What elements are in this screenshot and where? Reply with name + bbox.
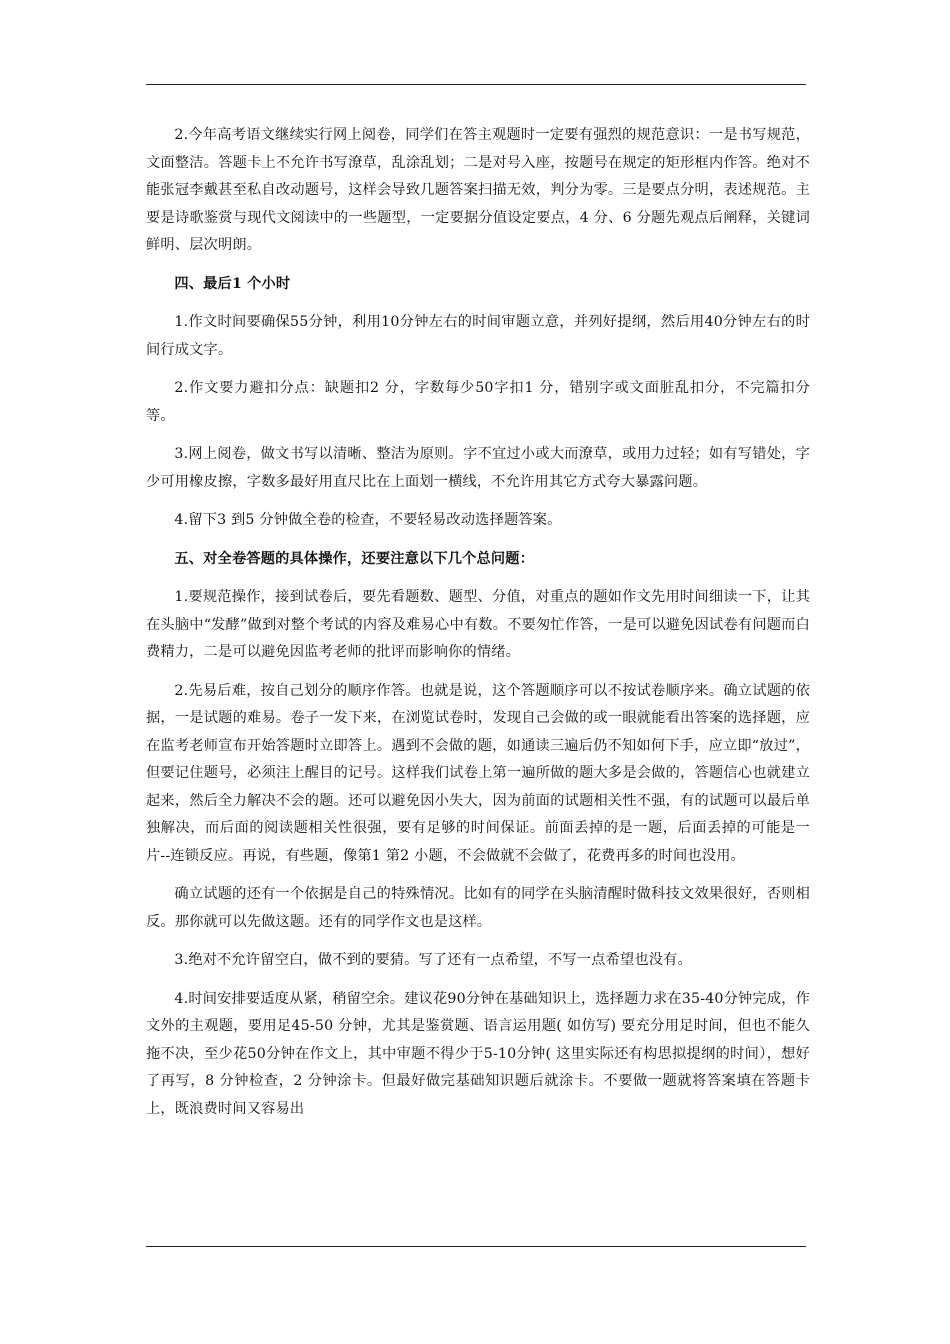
document-body [146,122,810,1123]
paragraph-final-check: 4.留下3 到5 分钟做全卷的检查，不要轻易改动选择题答案。 [174,512,562,528]
section-heading-last-hour: 四、最后1 个小时 [174,275,291,292]
paragraph-easy-first: 2.先易后难，按自己划分的顺序作答。也就是说，这个答题顺序可以不按试卷顺序来。确立试题的依据，一是试题的难易。卷子一发下来，在浏览试卷时，发现自己会做的或一眼就能看出答案的选择题，应在监考老师宣布开始答题时立即答上。遇到不会做的题，如通读三遍后仍不知如何下手，应立即“放过”，但要记住题号，必须注上醒目的记号。这样我们试卷上第一遍所做的题大多是会做的，答题信心也就建立起来，然后全力解决不会的题。还可以避免因小失大，因为前面的试题相关性不强，有的试题可以最后单独解决，而后面的阅读题相关性很强，要有足够的时间保证。前面丢掉的是一题，后面丢掉的可能是一片--连锁反应。再说，有些题，像第1 第2 小题，不会做就不会做了，花费再多的时间也没用。 [146,682,810,864]
paragraph-standard-operation: 1.要规范操作，接到试卷后，要先看题数、题型、分值，对重点的题如作文先用时间细读一下，让其在头脑中“发酵”做到对整个考试的内容及难易心中有数。不要匆忙作答，一是可以避免因试卷有问题而白费精力，二是可以避免因监考老师的批评而影响你的情绪。 [146,589,810,660]
paragraph-essay-time: 1.作文时间要确保55分钟，利用10分钟左右的时间审题立意，并列好提纲，然后用40分钟左右的时间行成文字。 [146,314,810,358]
footer-rule [146,1246,806,1247]
paragraph-no-blanks: 3.绝对不允许留空白，做不到的要猜。写了还有一点希望，不写一点希望也没有。 [174,952,692,968]
header-rule [146,84,806,85]
paragraph-time-allocation: 4.时间安排要适度从紧，稍留空余。建议花90分钟在基础知识上，选择题力求在35-40分钟完成，作文外的主观题，要用足45-50 分钟，尤其是鉴赏题、语言运用题( 如仿写) 要充分用足时间，但也不能久拖不决，至少花50分钟在作文上，其中审题不得少于5-10分钟( 这里实际还有构思拟提纲的时间），想好了再写，8 分钟检查，2 分钟涂卡。但最好做完基础知识题后就涂卡。不要做一题就将答案填在答题卡上，既浪费时间又容易出 [146,990,810,1117]
section-heading-whole-paper: 五、对全卷答题的具体操作，还要注意以下几个总问题： [174,550,535,567]
paragraph-essay-deductions: 2.作文要力避扣分点：缺题扣2 分，字数每少50字扣1 分，错别字或文面脏乱扣分，不完篇扣分等。 [146,380,810,424]
paragraph-handwriting: 3.网上阅卷，做文书写以清晰、整洁为原则。字不宜过小或大而潦草，或用力过轻；如有写错处，字少可用橡皮擦，字数多最好用直尺比在上面划一横线，不允许用其它方式夸大暴露问题。 [146,446,810,490]
paragraph-personal-situation: 确立试题的还有一个依据是自己的特殊情况。比如有的同学在头脑清醒时做科技文效果很好，否则相反。那你就可以先做这题。还有的同学作文也是这样。 [146,886,810,930]
paragraph-online-marking-norms: 2.今年高考语文继续实行网上阅卷，同学们在答主观题时一定要有强烈的规范意识：一是书写规范，文面整洁。答题卡上不允许书写潦草，乱涂乱划；二是对号入座，按题号在规定的矩形框内作答。绝对不能张冠李戴甚至私自改动题号，这样会导致几题答案扫描无效，判分为零。三是要点分明，表述规范。主要是诗歌鉴赏与现代文阅读中的一些题型，一定要据分值设定要点，4 分、6 分题先观点后阐释，关键词鲜明、层次明朗。 [146,127,810,253]
